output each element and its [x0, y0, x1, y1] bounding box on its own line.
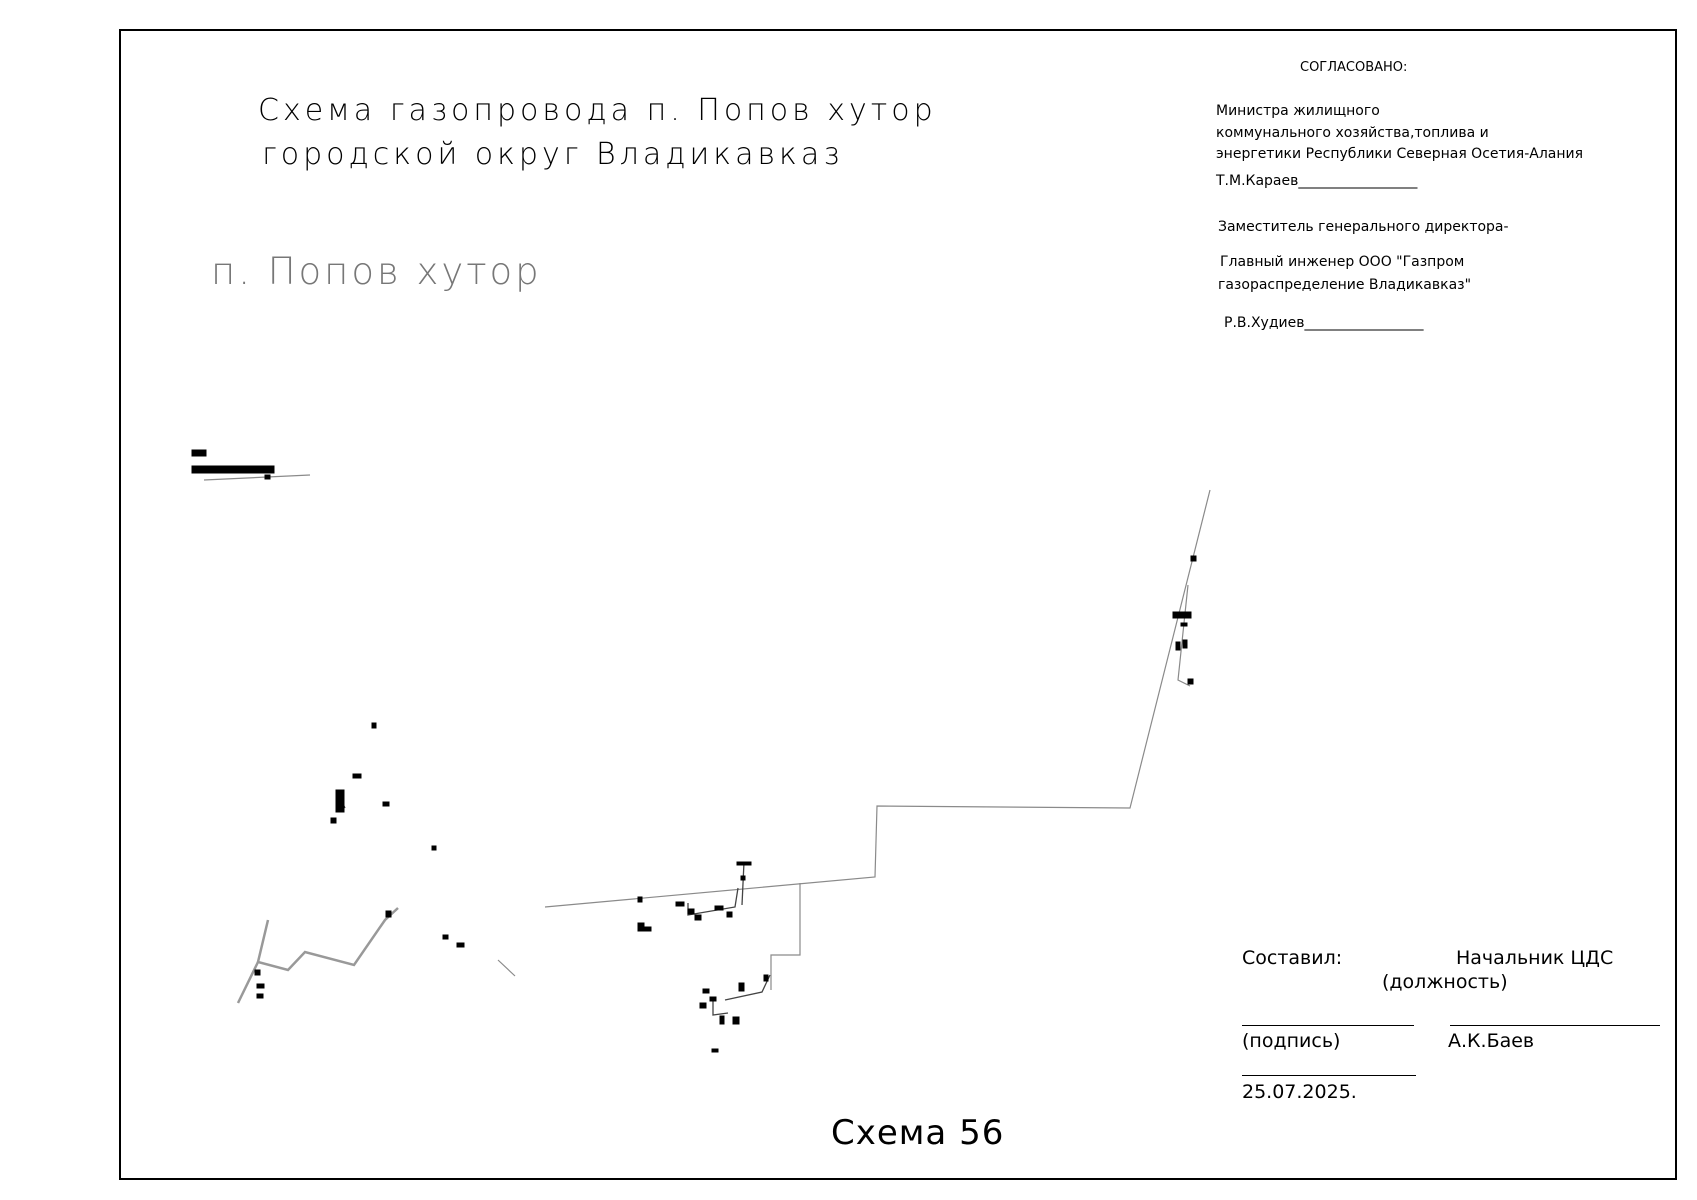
house-marker [645, 927, 651, 931]
service-line-3 [725, 975, 770, 1000]
house-marker [703, 989, 709, 993]
composed-by-label: Составил: [1242, 947, 1343, 969]
house-marker [255, 970, 260, 975]
approval-deputy-line1: Заместитель генерального директора- [1218, 219, 1509, 235]
house-marker [331, 818, 336, 823]
approval-signatory-1: Т.М.Караев_________________ [1216, 173, 1418, 189]
house-marker [353, 774, 361, 778]
approval-ministry-line3: энергетики Республики Северная Осетия-Алания [1216, 146, 1584, 162]
house-marker [733, 1017, 739, 1024]
house-marker [638, 923, 644, 931]
approval-ministry-line1: Министра жилищного [1216, 103, 1380, 119]
house-marker [741, 876, 745, 880]
signature-caption: (подпись) [1242, 1030, 1341, 1052]
composed-date: 25.07.2025. [1242, 1081, 1357, 1103]
house-marker [1183, 640, 1187, 648]
drawing-title-line2: городской округ Владикавказ [262, 137, 844, 172]
approval-deputy-line3: газораспределение Владикавказ" [1218, 277, 1472, 293]
branch-pipeline-east [1178, 585, 1190, 686]
position-caption: (должность) [1382, 971, 1508, 993]
house-marker [720, 1016, 724, 1024]
house-marker [257, 984, 264, 988]
house-marker [710, 997, 716, 1001]
house-row-west [192, 466, 274, 473]
settlement-label: п. Попов хутор [211, 250, 542, 293]
house-marker [715, 906, 723, 910]
drawing-title-line1: Схема газопровода п. Попов хутор [258, 93, 937, 128]
branch-pipeline-southwest [258, 908, 398, 970]
house-marker [727, 912, 732, 917]
pipeline-segment-small [498, 960, 515, 976]
service-line-4 [742, 862, 744, 905]
house-marker [695, 915, 701, 920]
house-marker [265, 475, 270, 479]
scheme-number: Схема 56 [831, 1113, 1005, 1153]
house-marker [764, 975, 768, 981]
house-marker [457, 943, 464, 947]
pipeline-segment-sw-tail [238, 962, 258, 1003]
house-marker [383, 802, 389, 806]
branch-pipeline-south [771, 883, 800, 990]
house-marker [1188, 679, 1193, 684]
house-marker [443, 935, 448, 939]
house-marker [688, 909, 694, 914]
house-cluster-east [1173, 612, 1191, 618]
house-marker [737, 862, 751, 865]
approval-header: СОГЛАСОВАНО: [1300, 60, 1408, 75]
house-marker [1191, 556, 1196, 561]
house-cluster-1 [336, 790, 344, 812]
house-marker [638, 897, 642, 902]
house-marker [700, 1003, 706, 1008]
house-marker [432, 846, 436, 850]
main-gas-pipeline [545, 490, 1210, 907]
house-marker [739, 983, 744, 991]
house-marker [1176, 642, 1180, 650]
approval-deputy-line2: Главный инженер ООО "Газпром [1220, 254, 1465, 270]
pipeline-segment-west [204, 475, 310, 480]
house-marker [1181, 623, 1187, 626]
house-marker [372, 723, 376, 728]
composer-name: А.К.Баев [1448, 1030, 1535, 1052]
approval-ministry-line2: коммунального хозяйства,топлива и [1216, 125, 1489, 141]
position-value: Начальник ЦДС [1456, 947, 1614, 969]
house-cluster-west [192, 450, 206, 456]
house-marker [257, 994, 263, 998]
house-marker [712, 1049, 718, 1052]
house-marker [386, 911, 391, 917]
house-marker [676, 902, 684, 906]
approval-signatory-2: Р.В.Худиев_________________ [1224, 315, 1424, 331]
